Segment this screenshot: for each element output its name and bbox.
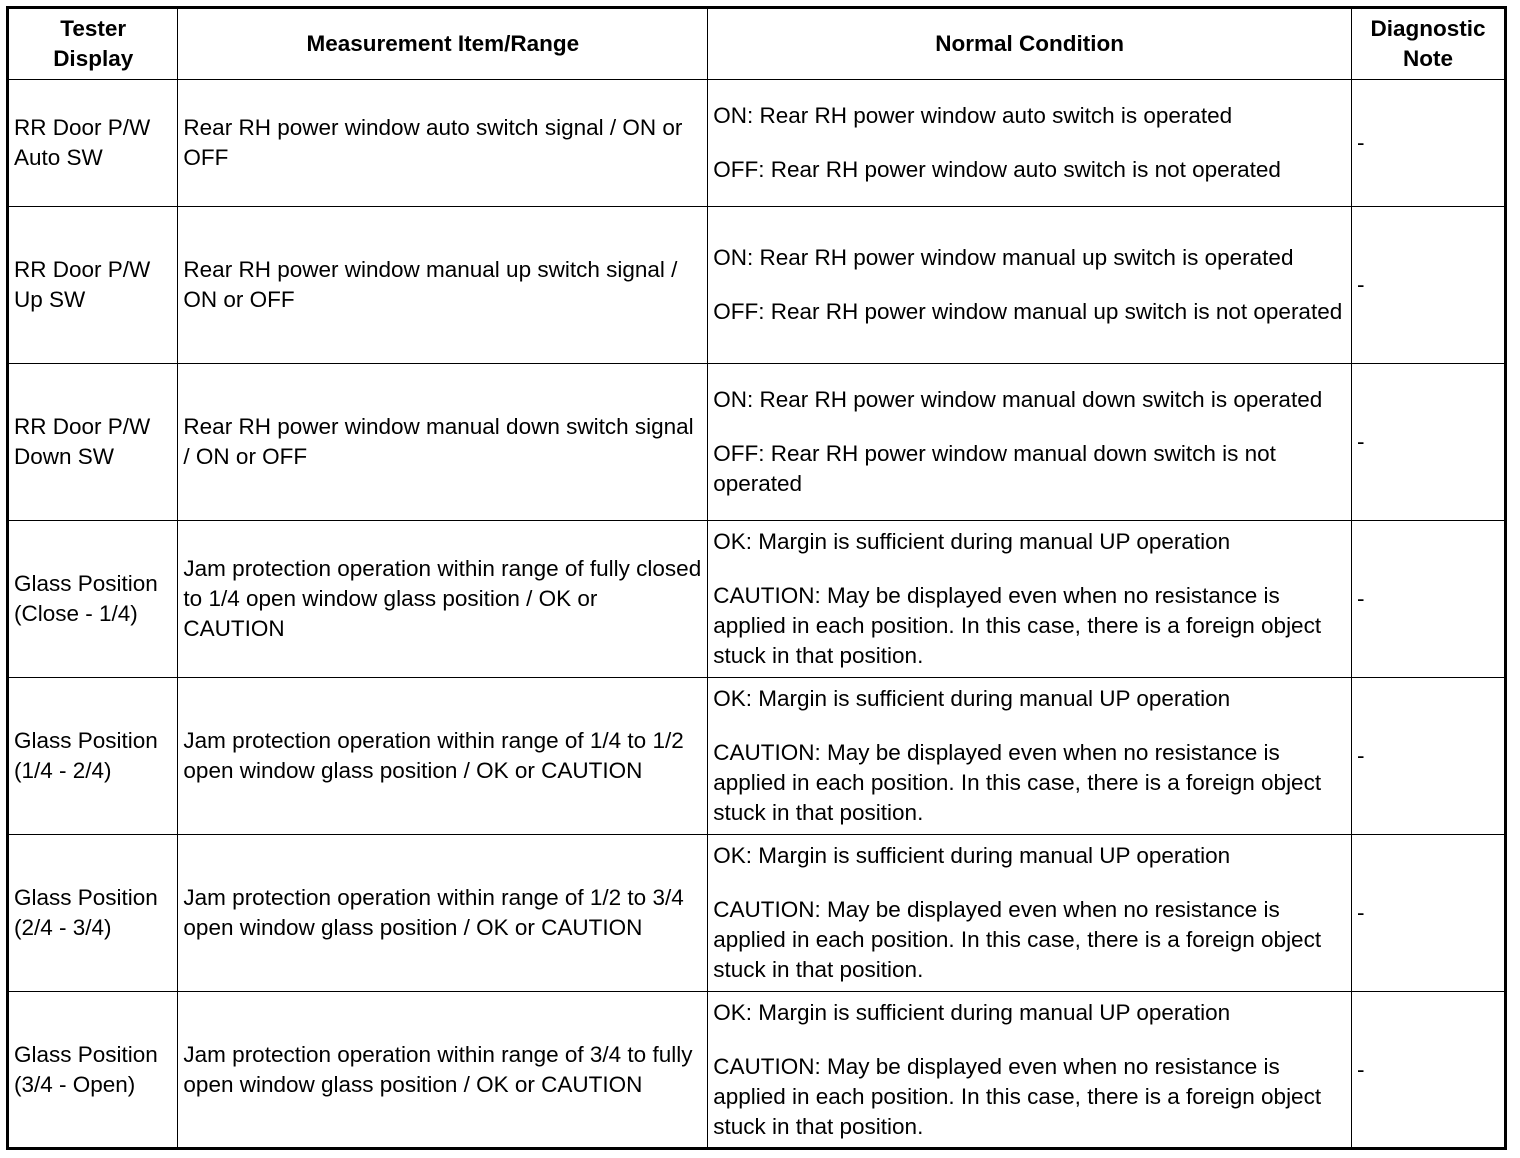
condition-line: OFF: Rear RH power window manual up switch is not operated (713, 299, 1343, 324)
cell-normal-condition (708, 678, 1352, 835)
cell-measurement: Jam protection operation within range of 1/2 to 3/4 open window glass position / OK or CAUTION (178, 835, 708, 992)
table-row (8, 678, 1506, 835)
condition-line: CAUTION: May be displayed even when no resistance is applied in each position. In this case, there is a foreign object stuck in that position. (713, 583, 1322, 668)
header-tester-display (8, 8, 178, 80)
cell-tester-display: RR Door P/W Down SW (8, 364, 178, 521)
condition-line: OK: Margin is sufficient during manual UP operation (713, 529, 1231, 554)
cell-measurement: Jam protection operation within range of fully closed to 1/4 open window glass position / OK or CAUTION (178, 521, 708, 678)
data-list-table (6, 6, 1507, 1150)
header-measurement-label: Measurement Item/Range (306, 31, 580, 56)
condition-line: ON: Rear RH power window auto switch is operated (713, 103, 1233, 128)
condition-line: ON: Rear RH power window manual down switch is operated (713, 387, 1323, 412)
condition-line: ON: Rear RH power window manual up switch is operated (713, 245, 1294, 270)
header-row (8, 8, 1506, 80)
cell-normal-condition (708, 992, 1352, 1149)
header-tester-display-label: Tester Display (53, 16, 134, 71)
cell-diagnostic-note: - (1351, 992, 1505, 1149)
cell-tester-display: Glass Position (Close - 1/4) (8, 521, 178, 678)
cell-diagnostic-note: - (1351, 364, 1505, 521)
cell-measurement: Rear RH power window auto switch signal / ON or OFF (178, 80, 708, 207)
header-measurement (178, 8, 708, 80)
cell-measurement: Rear RH power window manual down switch signal / ON or OFF (178, 364, 708, 521)
table-row (8, 521, 1506, 678)
cell-tester-display: Glass Position (3/4 - Open) (8, 992, 178, 1149)
cell-normal-condition (708, 521, 1352, 678)
cell-measurement: Rear RH power window manual up switch signal / ON or OFF (178, 207, 708, 364)
cell-diagnostic-note: - (1351, 207, 1505, 364)
cell-normal-condition (708, 207, 1352, 364)
cell-normal-condition (708, 80, 1352, 207)
cell-tester-display: Glass Position (1/4 - 2/4) (8, 678, 178, 835)
table-body (8, 80, 1506, 1149)
condition-line: CAUTION: May be displayed even when no resistance is applied in each position. In this case, there is a foreign object stuck in that position. (713, 740, 1322, 825)
table-header (8, 8, 1506, 80)
cell-tester-display: RR Door P/W Auto SW (8, 80, 178, 207)
cell-normal-condition (708, 835, 1352, 992)
header-diagnostic-note-label: Diagnostic Note (1370, 16, 1486, 71)
header-normal-condition (708, 8, 1352, 80)
table-row (8, 80, 1506, 207)
cell-measurement: Jam protection operation within range of 1/4 to 1/2 open window glass position / OK or CAUTION (178, 678, 708, 835)
condition-line: OK: Margin is sufficient during manual UP operation (713, 999, 1231, 1025)
table-row (8, 835, 1506, 992)
header-diagnostic-note (1351, 8, 1505, 80)
cell-tester-display: Glass Position (2/4 - 3/4) (8, 835, 178, 992)
cell-diagnostic-note: - (1351, 521, 1505, 678)
cell-diagnostic-note: - (1351, 835, 1505, 992)
cell-diagnostic-note: - (1351, 678, 1505, 835)
cell-measurement: Jam protection operation within range of 3/4 to fully open window glass position / OK or CAUTION (178, 992, 708, 1149)
table-row (8, 207, 1506, 364)
cell-normal-condition (708, 364, 1352, 521)
table-row (8, 364, 1506, 521)
condition-line: CAUTION: May be displayed even when no resistance is applied in each position. In this case, there is a foreign object stuck in that position. (713, 897, 1322, 982)
table-row (8, 992, 1506, 1149)
condition-line: OFF: Rear RH power window auto switch is not operated (713, 157, 1281, 182)
condition-line: OK: Margin is sufficient during manual UP operation (713, 843, 1231, 868)
cell-tester-display: RR Door P/W Up SW (8, 207, 178, 364)
condition-line: OFF: Rear RH power window manual down switch is not operated (713, 441, 1276, 496)
condition-line: OK: Margin is sufficient during manual UP operation (713, 686, 1231, 711)
header-normal-condition-label: Normal Condition (935, 31, 1124, 56)
condition-line: CAUTION: May be displayed even when no resistance is applied in each position. In this case, there is a foreign object stuck in that position. (713, 1053, 1322, 1139)
cell-diagnostic-note: - (1351, 80, 1505, 207)
